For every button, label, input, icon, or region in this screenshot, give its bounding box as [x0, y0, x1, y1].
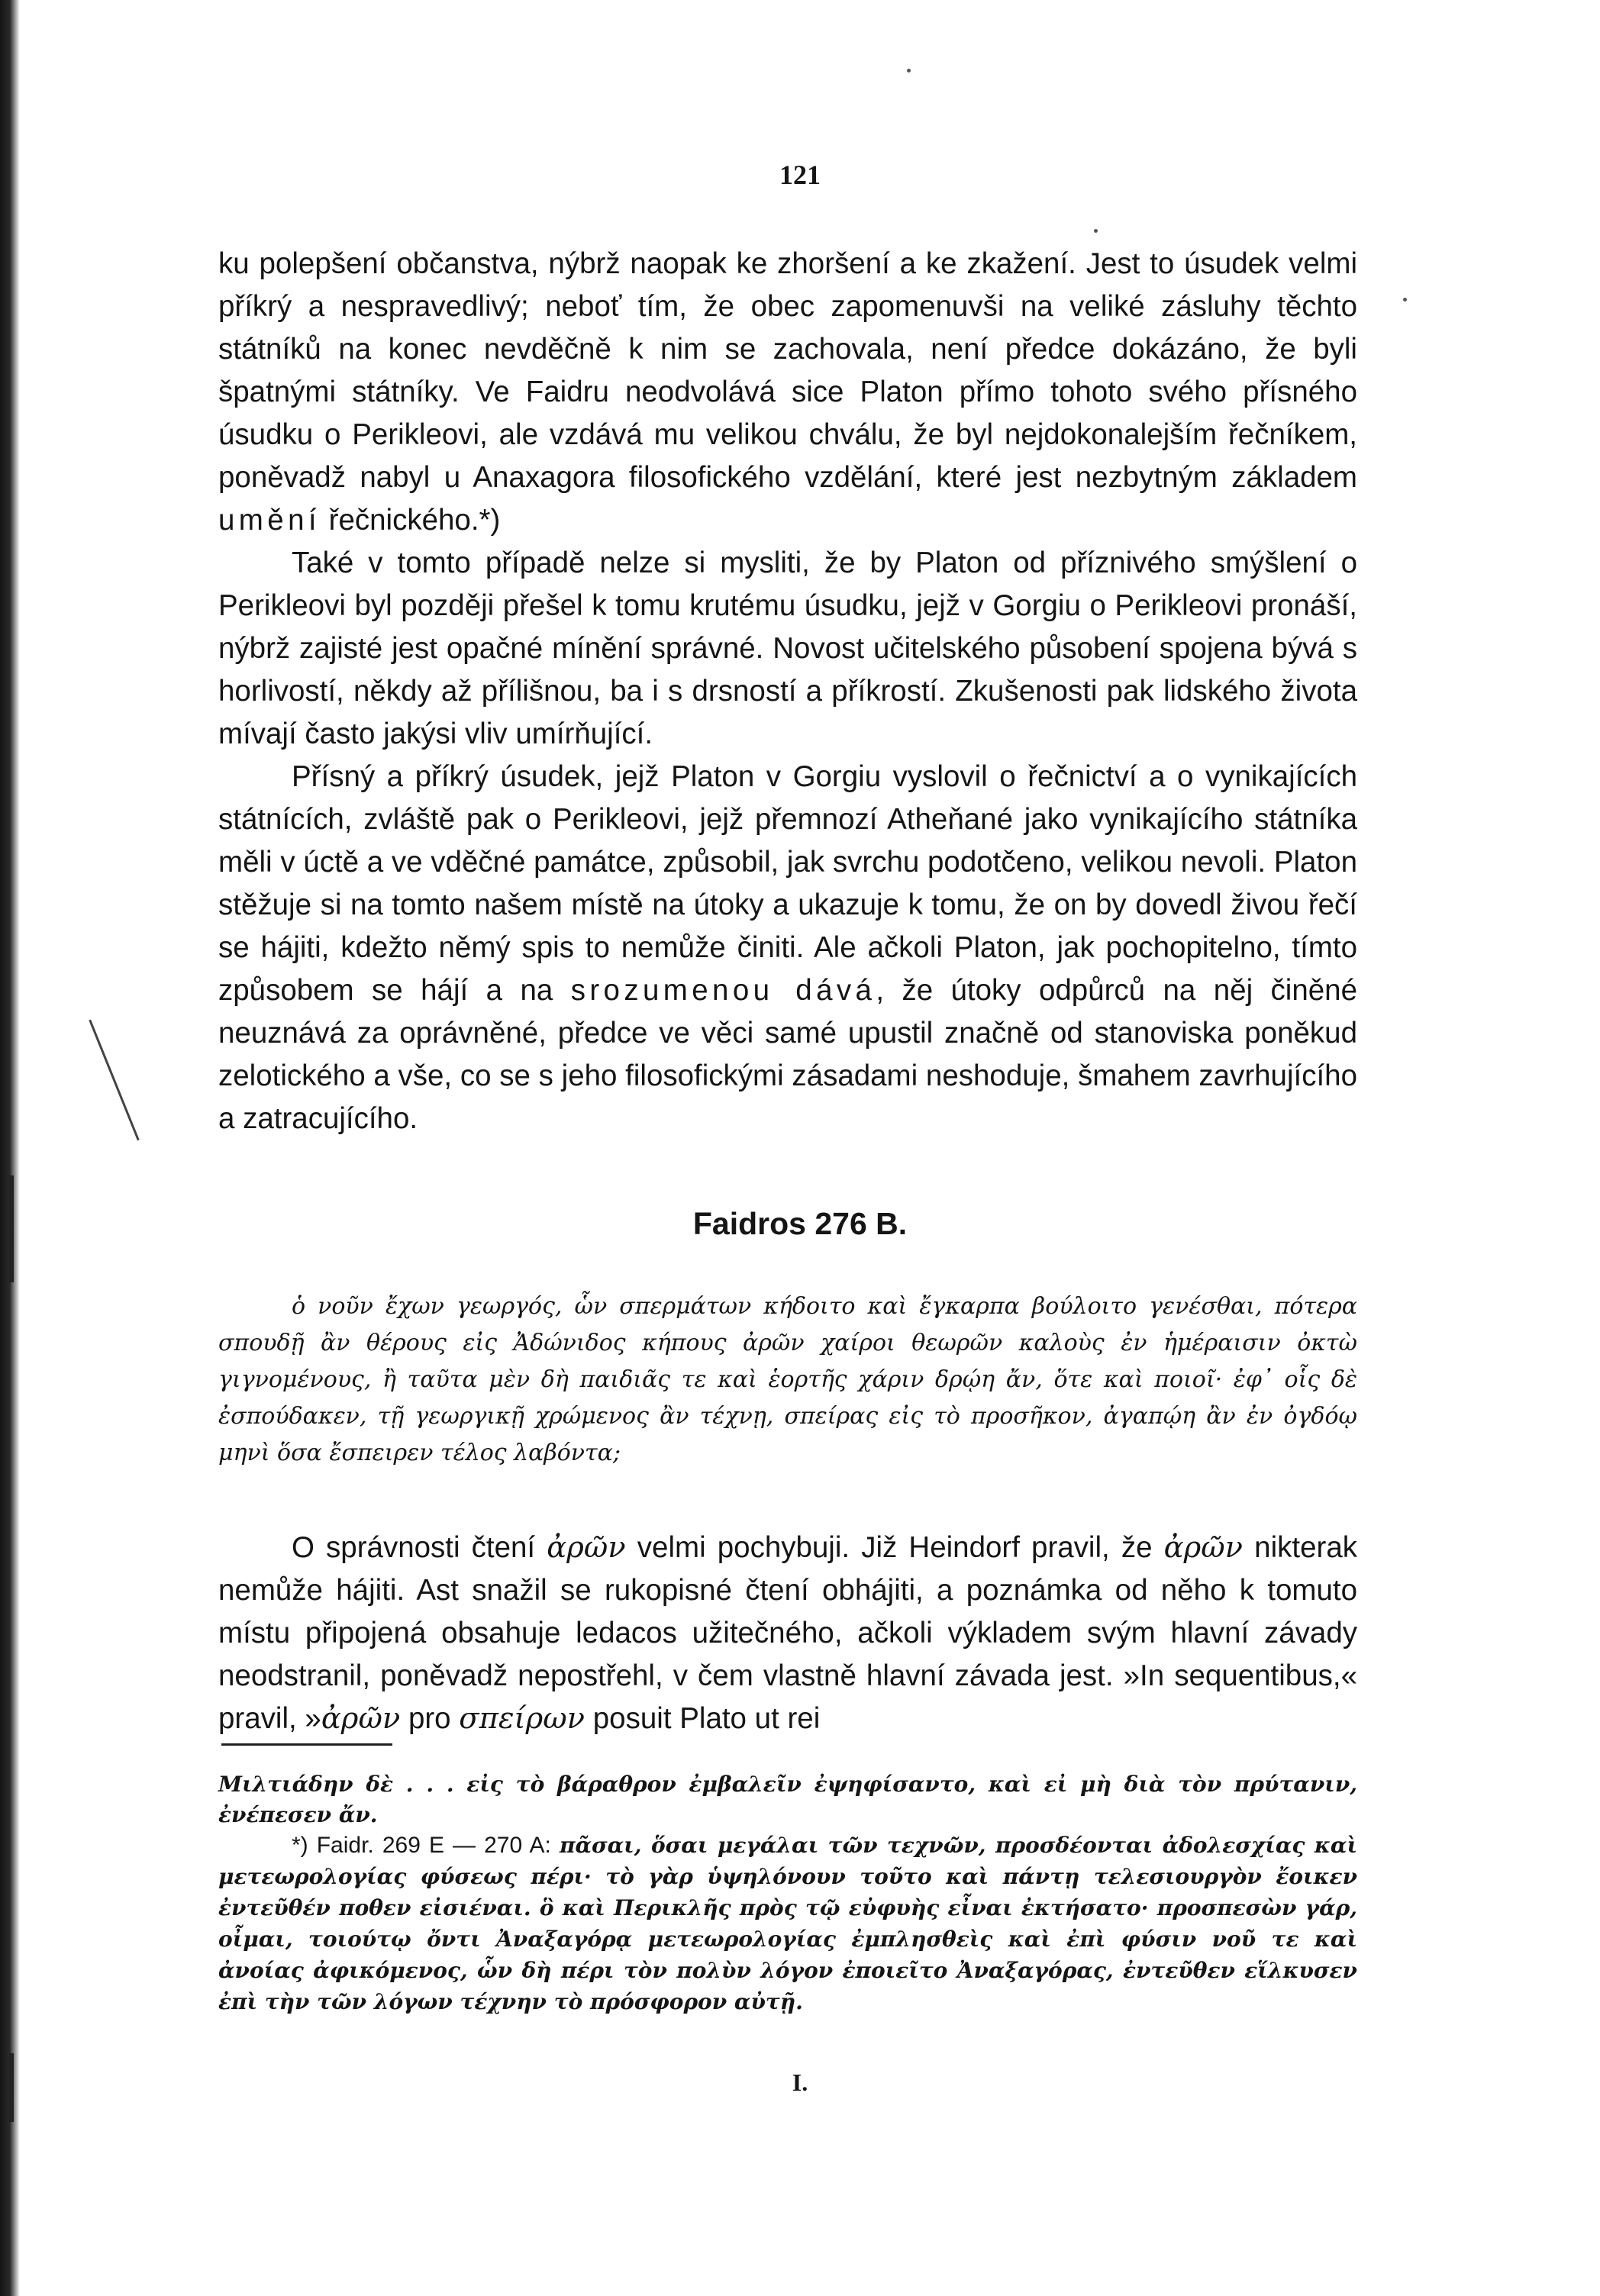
page-edge-shadow [0, 0, 20, 2296]
paragraph-4-text: nikterak nemůže hájiti. Ast snažil se rukopisné čtení obhájiti, a poznámka od něho k tomuto místu připojená obsahuje ledacos užitečného, ačkoli výkladem svým hlavní závady neodstranil, poněvadž nepostřehl, v čem vlastně hlavní závada jest. »In sequentibus,« pravil, » [218, 1531, 1357, 1735]
paragraph-4-text: velmi pochybuji. Již Heindorf pravil, že [625, 1531, 1164, 1564]
footnote-1 [218, 1830, 1357, 2018]
paragraph-3 [218, 756, 1357, 1140]
greek-quote: ὁ νοῦν ἔχων γεωργός, ὧν σπερμάτων κήδοιτο καὶ ἔγκαρπα βούλοιτο γενέσθαι, πότερα σπουδῇ ἂν θέρους εἰς Ἀδώνιδος κήπους ἀρῶν χαίροι θεωρῶν καλοὺς ἐν ἡμέραισιν ὀκτὼ γιγνομένους, ἢ ταῦτα μὲν δὴ παιδιᾶς τε καὶ ἑορτῆς χάριν δρῴη ἄν, ὅτε καὶ ποιοῖ· ἐφ᾽ οἷς δὲ ἐσπούδακεν, τῇ γεωργικῇ χρώμενος ἂν τέχνῃ, σπείρας εἰς τὸ προσῆκον, ἀγαπῴη ἂν ἐν ὀγδόῳ μηνὶ ὅσα ἔσπειρεν τέλος λαβόντα; [218, 1293, 1357, 1466]
greek-word: ἀρῶν [321, 1701, 401, 1736]
paper-speck [1403, 298, 1407, 302]
paragraph-4-text: posuit Plato ut rei [585, 1702, 821, 1735]
commentary-text [218, 1527, 1357, 1740]
paragraph-3-text: Přísný a příkrý úsudek, jejž Platon v Gorgiu vyslovil o řečnictví a o vynikajících státnících, zvláště pak o Perikleovi, jejž přemnozí Atheňané jako vynikajícího státníka měli v úctě a ve vděčné památce, způsobil, jak svrchu podotčeno, velikou nevoli. Platon stěžuje si na tomto našem místě na útoky a ukazuje k tomu, že on by dovedl živou řečí se hájiti, kdežto němý spis to nemůže činiti. Ale ačkoli Platon, jak pochopitelno, tímto způsobem se hájí a na [218, 760, 1357, 1007]
paper-speck [1094, 229, 1098, 233]
paragraph-4-text: pro [400, 1702, 460, 1735]
paper-speck [907, 69, 911, 73]
paragraph-4 [218, 1527, 1357, 1740]
page-number: 121 [779, 160, 821, 190]
greek-word: σπείρων [459, 1701, 585, 1736]
footnote-rule [221, 1743, 392, 1746]
main-text [218, 243, 1357, 1140]
greek-word: ἀρῶν [547, 1530, 626, 1565]
paragraph-1-text: ku polepšení občanstva, nýbrž naopak ke zhoršení a ke zkažení. Jest to úsudek velmi příkrý a nespravedlivý; neboť tím, že obec zapomenuvši na veliké zásluhy těchto státníků na konec nevděčně k nim se zachovala, není předce dokázáno, že byli špatnými státníky. Ve Faidru neodvolává sice Platon přímo tohoto svého přísného úsudku o Perikleovi, ale vzdává mu velikou chválu, že byl nejdokonalejším řečníkem, poněvadž nabyl u Anaxagora filosofického vzdělání, které jest nezbytným základem [218, 247, 1357, 494]
footnote-continuation: Μιλτιάδην δὲ . . . εἰς τὸ βάραθρον ἐμβαλεῖν ἐψηφίσαντο, καὶ εἰ μὴ διὰ τὸν πρύτανιν, ἐνέπεσεν ἄν. [218, 1772, 1357, 1827]
spaced-emphasis: srozumenou dává [570, 974, 876, 1007]
footnotes [218, 1769, 1357, 2018]
section-title: Faidros 276 B. [692, 1206, 908, 1241]
edge-mark [89, 1020, 139, 1141]
paragraph-1 [218, 243, 1357, 542]
footnote-reference: *) Faidr. 269 E — 270 A: [292, 1833, 560, 1858]
paragraph-2: Také v tomto případě nelze si mysliti, že by Platon od příznivého smýšlení o Perikleovi byl později přešel k tomu krutému úsudku, jejž v Gorgiu o Perikleovi pronáší, nýbrž zajisté jest opačné mínění správné. Novost učitelského působení spojena bývá s horlivostí, někdy až přílišnou, ba i s drsností a příkrostí. Zkušenosti pak lidského života mívají často jakýsi vliv umírňující. [218, 547, 1357, 750]
signature-mark: I. [792, 2069, 808, 2096]
spaced-emphasis: umění [218, 504, 321, 537]
paragraph-4-text: O správnosti čtení [292, 1531, 547, 1564]
footnote-greek-text: πᾶσαι, ὅσαι μεγάλαι τῶν τεχνῶν, προσδέονται ἀδολεσχίας καὶ μετεωρολογίας φύσεως πέρι· τὸ γὰρ ὑψηλόνουν τοῦτο καὶ πάντῃ τελεσιουργὸν ἔοικεν ἐντεῦθέν ποθεν εἰσιέναι. ὃ καὶ Περικλῆς πρὸς τῷ εὐφυὴς εἶναι ἐκτήσατο· προσπεσὼν γάρ, οἶμαι, τοιούτῳ ὄντι Ἀναξαγόρᾳ μετεωρολογίας ἐμπλησθεὶς καὶ ἐπὶ φύσιν νοῦ τε καὶ ἀνοίας ἀφικόμενος, ὧν δὴ πέρι τὸν πολὺν λόγον ἐποιεῖτο Ἀναξαγόρας, ἐντεῦθεν εἵλκυσεν ἐπὶ τὴν τῶν λόγων τέχνην τὸ πρόσφορον αὐτῇ. [218, 1833, 1357, 2014]
paragraph-3-end: , že útoky odpůrců na něj činěné neuznává za oprávněné, předce ve věci samé upustil značně od stanoviska poněkud zelotického a vše, co se s jeho filosofickými zásadami neshoduje, šmahem zavrhujícího a zatracujícího. [218, 974, 1357, 1135]
greek-word: ἀρῶν [1163, 1530, 1244, 1565]
paragraph-1-end: řečnického.*) [320, 504, 501, 537]
